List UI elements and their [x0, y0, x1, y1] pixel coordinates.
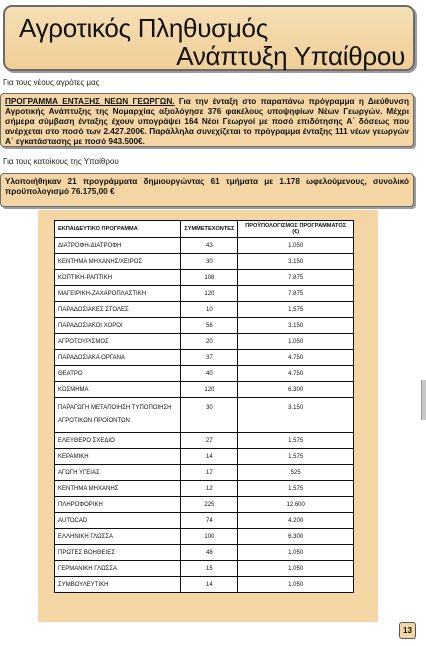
table-row: [55, 334, 354, 350]
program-cell: ΠΛΗΡΟΦΟΡΙΚΗ: [55, 497, 181, 513]
participants-cell: 37: [181, 350, 238, 366]
budget-cell: 7.875: [238, 286, 354, 302]
participants-cell: 14: [181, 577, 238, 593]
table-row: [55, 449, 354, 465]
table-row: [55, 318, 354, 334]
program-cell: ΠΑΡΑΔΟΣΙΑΚΕΣ ΣΤΟΛΕΣ: [55, 302, 181, 318]
header-program: ΕΚΠΑΙΔΕΥΤΙΚΟ ΠΡΟΓΡΑΜΜΑ: [55, 221, 181, 238]
participants-cell: 120: [181, 286, 238, 302]
budget-cell: 12.600: [238, 497, 354, 513]
program-title: ΠΡΟΓΡΑΜΜΑ ΕΝΤΑΞΗΣ ΝΕΩΝ ΓΕΩΡΓΩΝ.: [5, 97, 175, 106]
budget-cell: 1.575: [238, 433, 354, 449]
budget-cell: 3.150: [238, 318, 354, 334]
section-label-young-farmers: Για τους νέους αγρότες μας: [3, 78, 100, 87]
budget-cell: 1.575: [238, 302, 354, 318]
participants-cell: 15: [181, 561, 238, 577]
program-cell: ΚΕΝΤΗΜΑ ΜΗΧΑΝΗΣ: [55, 481, 181, 497]
page-subtitle: Ανάπτυξη Υπαίθρου: [176, 41, 405, 71]
budget-cell: 1.050: [238, 238, 354, 254]
participants-cell: 74: [181, 513, 238, 529]
program-cell: ΣΥΜΒΟΥΛΕΥΤΙΚΗ: [55, 577, 181, 593]
budget-cell: 7.875: [238, 270, 354, 286]
program-cell: ΓΕΡΜΑΝΙΚΗ ΓΛΩΣΣΑ: [55, 561, 181, 577]
budget-cell: 6.300: [238, 382, 354, 398]
page-title: Αγροτικός Πληθυσμός: [19, 13, 268, 43]
participants-cell: 108: [181, 270, 238, 286]
program-cell: ΑΓΡΟΤΟΥΡΙΣΜΟΣ: [55, 334, 181, 350]
budget-cell: 1.050: [238, 561, 354, 577]
budget-cell: 6.300: [238, 529, 354, 545]
program-cell: ΕΛΕΥΘΕΡΟ ΣΧΕΔΙΟ: [55, 433, 181, 449]
budget-cell: 4.200: [238, 513, 354, 529]
program-cell: ΚΕΝΤΗΜΑ ΜΗΧΑΝΗΣ/ΧΕΙΡΟΣ: [55, 254, 181, 270]
table-row: [55, 398, 354, 433]
table-row: [55, 366, 354, 382]
participants-cell: 30: [181, 254, 238, 270]
participants-cell: 17: [181, 465, 238, 481]
participants-cell: 100: [181, 529, 238, 545]
program-cell: ΚΕΡΑΜΙΚΗ: [55, 449, 181, 465]
table-row: [55, 577, 354, 593]
program-cell: ΠΑΡΑΔΟΣΙΑΚΟΙ ΧΟΡΟΙ: [55, 318, 181, 334]
budget-cell: 1.575: [238, 481, 354, 497]
budget-cell: 3.150: [238, 398, 354, 433]
title-banner: [3, 5, 415, 71]
budget-cell: 3.150: [238, 254, 354, 270]
budget-cell: 525: [238, 465, 354, 481]
table-row: [55, 302, 354, 318]
budget-cell: 1.050: [238, 545, 354, 561]
section-label-rural-residents: Για τους κατοίκους της Υπαίθρου: [3, 157, 119, 166]
program-cell: ΜΑΓΕΙΡΙΚΗ-ΖΑΧΑΡΟΠΛΑΣΤΙΚΗ: [55, 286, 181, 302]
rural-residents-text: Υλοποιήθηκαν 21 προγράμματα δημιουργώντας 61 τμήματα με 1.178 ωφελούμενους, συνολικό προϋπολογισμό 76.175,00 €: [5, 177, 409, 196]
participants-cell: 56: [181, 318, 238, 334]
program-cell: ΔΙΑΤΡΟΦΗ-ΔΙΑΤΡΟΦΗ: [55, 238, 181, 254]
table-row: [55, 561, 354, 577]
program-cell: ΚΟΣΜΗΜΑ: [55, 382, 181, 398]
scrollbar-thumb[interactable]: [421, 380, 426, 420]
participants-cell: 40: [181, 366, 238, 382]
participants-cell: 12: [181, 481, 238, 497]
table-row: [55, 254, 354, 270]
participants-cell: 48: [181, 545, 238, 561]
table-header-row: [55, 221, 354, 238]
table-row: [55, 497, 354, 513]
program-cell: ΠΑΡΑΔΟΣΙΑΚΑ ΟΡΓΑΝΑ: [55, 350, 181, 366]
program-cell: ΘΕΑΤΡΟ: [55, 366, 181, 382]
program-cell: AUTOCAD: [55, 513, 181, 529]
participants-cell: 27: [181, 433, 238, 449]
table-row: [55, 545, 354, 561]
budget-cell: 4.750: [238, 366, 354, 382]
budget-cell: 1.050: [238, 334, 354, 350]
budget-cell: 1.050: [238, 577, 354, 593]
young-farmers-text: Για την ένταξη στο παραπάνω πρόγραμμα η Διεύθυνση Αγροτικής Ανάπτυξης της Νομαρχίας αξιολόγησε 376 φακέλους υποψηφίων Νέων Γεωργών. Μέχρι σήμερα σύμβαση ένταξης έχουν υπογράψει 164 Νέοι Γεωργοί με ποσό επιδότησης Α΄ δόσεως που ανέρχεται στο ποσό των 2.427.200€. Παράλληλα συνεχίζεται το πρόγραμμα ένταξης 111 νέων γεωργών Α΄ εγκατάστασης με ποσό 943.500€.: [5, 97, 409, 146]
table-row: [55, 481, 354, 497]
header-budget: ΠΡΟΫΠΟΛΟΓΙΣΜΟΣ ΠΡΟΓΡΑΜΜΑΤΟΣ (€): [238, 221, 354, 238]
rural-residents-paragraph: [0, 173, 414, 207]
participants-cell: 10: [181, 302, 238, 318]
program-cell: ΕΛΛΗΝΙΚΗ ΓΛΩΣΣΑ: [55, 529, 181, 545]
participants-cell: 30: [181, 398, 238, 433]
program-cell: ΚΟΠΤΙΚΗ-ΡΑΠΤΙΚΗ: [55, 270, 181, 286]
budget-cell: 4.750: [238, 350, 354, 366]
participants-cell: 225: [181, 497, 238, 513]
participants-cell: 120: [181, 382, 238, 398]
table-row: [55, 238, 354, 254]
table-row: [55, 286, 354, 302]
table-row: [55, 270, 354, 286]
header-participants: ΣΥΜΜΕΤΕΧΟΝΤΕΣ: [181, 221, 238, 238]
table-row: [55, 350, 354, 366]
program-cell: ΑΓΩΓΗ ΥΓΕΙΑΣ: [55, 465, 181, 481]
table-row: [55, 513, 354, 529]
young-farmers-paragraph: [0, 93, 414, 147]
budget-cell: 1.575: [238, 449, 354, 465]
participants-cell: 14: [181, 449, 238, 465]
participants-cell: 43: [181, 238, 238, 254]
page-number: 13: [399, 622, 416, 639]
participants-cell: 20: [181, 334, 238, 350]
table-row: [55, 529, 354, 545]
table-row: [55, 433, 354, 449]
program-cell: ΠΑΡΑΓΩΓΗ ΜΕΤΑΠΟΙΗΣΗ ΤΥΠΟΠΟΙΗΣΗ ΑΓΡΟΤΙΚΩΝ ΠΡΟΪΟΝΤΩΝ: [55, 398, 181, 433]
table-row: [55, 382, 354, 398]
programs-table: [54, 220, 354, 593]
program-cell: ΠΡΩΤΕΣ ΒΟΗΘΕΙΕΣ: [55, 545, 181, 561]
table-row: [55, 465, 354, 481]
